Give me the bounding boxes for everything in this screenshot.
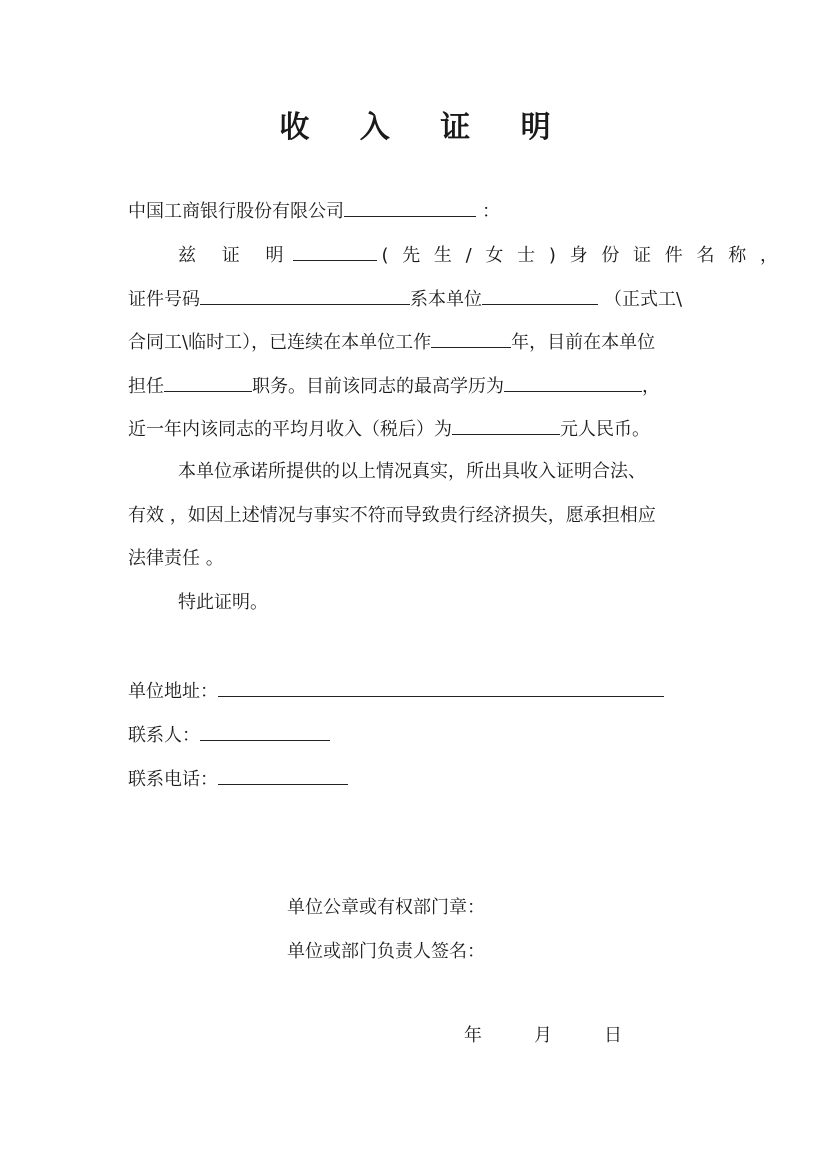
education-blank[interactable] — [504, 373, 642, 392]
name-blank[interactable] — [293, 242, 377, 261]
id-number-blank[interactable] — [200, 286, 410, 305]
address-line — [128, 678, 664, 704]
current-position-text: 年，目前在本单位 — [511, 332, 656, 353]
income-blank[interactable] — [452, 416, 560, 435]
id-number-label: 证件号码 — [128, 289, 200, 310]
commitment-line-1: 本单位承诺所提供的以上情况真实，所出具收入证明合法、 — [178, 461, 646, 482]
phone-line — [128, 766, 348, 792]
addressee: 中国工商银行股份有限公司 — [128, 201, 344, 222]
seal-label: 单位公章或有权部门章： — [287, 897, 485, 918]
addressee-colon: ： — [482, 201, 500, 222]
hold-position-label: 担任 — [128, 376, 164, 397]
continuous-work-text: 合同工\临时工），已连续在本单位工作 — [128, 332, 432, 353]
monthly-income-text: 近一年内该同志的平均月收入（税后）为 — [128, 419, 452, 440]
body-line-3 — [128, 329, 655, 355]
years-blank[interactable] — [431, 329, 511, 348]
signature-label: 单位或部门负责人签名： — [287, 941, 485, 962]
body-line-4 — [128, 373, 660, 399]
body-line-1 — [178, 242, 782, 268]
gender-id-text: ( 先 生 / 女 士 ) 身 份 证 件 名 称 ， — [381, 245, 782, 266]
body-line-5 — [128, 416, 650, 442]
date-line — [464, 1024, 622, 1048]
date-month: 月 — [534, 1025, 552, 1046]
commitment-line-3: 法律责任 。 — [128, 548, 224, 569]
document-title: 收 入 证 明 — [279, 110, 571, 145]
body-line-2 — [128, 286, 682, 312]
address-blank[interactable] — [218, 678, 664, 697]
date-year: 年 — [464, 1025, 482, 1046]
phone-blank[interactable] — [218, 766, 348, 785]
addressee-branch-blank[interactable] — [344, 198, 476, 217]
employment-type-text: （正式工\ — [604, 289, 683, 310]
contact-line — [128, 722, 330, 748]
closing-text: 特此证明。 — [178, 592, 268, 613]
rmb-unit-text: 元人民币。 — [560, 419, 650, 440]
position-blank[interactable] — [164, 373, 252, 392]
employer-blank[interactable] — [482, 286, 598, 305]
employer-label: 系本单位 — [410, 289, 482, 310]
date-day: 日 — [604, 1025, 622, 1046]
address-label: 单位地址： — [128, 681, 218, 702]
comma: ， — [642, 376, 660, 397]
certify-text: 兹 证 明 — [178, 245, 294, 266]
contact-blank[interactable] — [200, 722, 330, 741]
commitment-line-2: 有效 ，如因上述情况与事实不符而导致贵行经济损失，愿承担相应 — [128, 505, 656, 526]
addressee-line — [128, 198, 500, 224]
education-text: 职务。目前该同志的最高学历为 — [252, 376, 504, 397]
phone-label: 联系电话： — [128, 769, 218, 790]
contact-label: 联系人： — [128, 725, 200, 746]
